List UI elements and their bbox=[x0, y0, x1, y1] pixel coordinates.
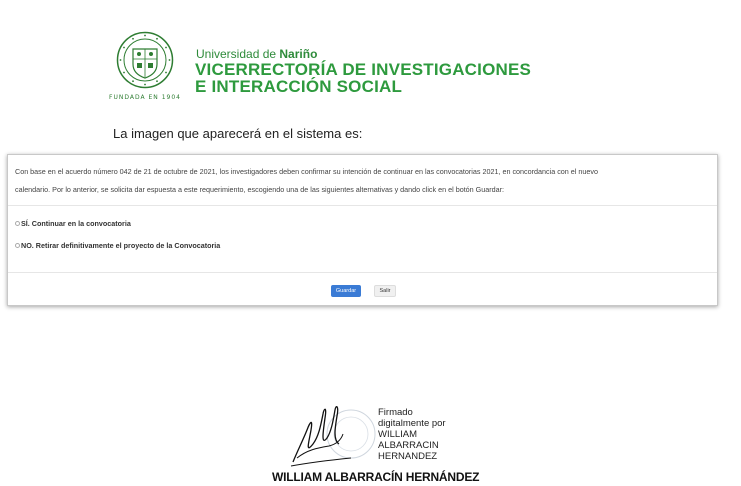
university-seal-icon bbox=[116, 31, 174, 89]
save-button[interactable]: Guardar bbox=[331, 285, 361, 297]
instructions-line2: calendario. Por lo anterior, se solicita dar espuesta a este requerimiento, escogiendo una de las siguientes alternativas y dando click en el botón Guardar: bbox=[15, 185, 505, 194]
handwritten-signature-icon bbox=[283, 400, 378, 478]
founded-text: FUNDADA EN 1904 bbox=[109, 94, 181, 101]
office-title bbox=[195, 61, 531, 95]
signature-line: ALBARRACIN bbox=[378, 440, 439, 451]
digital-signature-note bbox=[378, 407, 446, 462]
office-title-line1: VICERRECTORÍA DE INVESTIGACIONES bbox=[195, 60, 532, 79]
office-title-line2: E INTERACCIÓN SOCIAL bbox=[195, 77, 403, 96]
panel-instructions bbox=[15, 163, 705, 199]
radio-no[interactable] bbox=[15, 243, 20, 248]
option-yes-label: SÍ. Continuar en la convocatoria bbox=[21, 219, 131, 228]
university-name: Universidad de Nariño bbox=[196, 47, 318, 61]
divider bbox=[8, 272, 717, 273]
signature-line: WILLIAM bbox=[378, 429, 418, 440]
radio-yes[interactable] bbox=[15, 221, 20, 226]
signer-name: WILLIAM ALBARRACÍN HERNÁNDEZ bbox=[272, 470, 480, 484]
signature-line: digitalmente por bbox=[378, 418, 446, 429]
exit-button[interactable]: Salir bbox=[374, 285, 396, 297]
option-no-label: NO. Retirar definitivamente el proyecto de la Convocatoria bbox=[21, 241, 221, 250]
signature-line: HERNANDEZ bbox=[378, 451, 438, 462]
option-yes[interactable] bbox=[15, 219, 131, 228]
signature-line: Firmado bbox=[378, 407, 413, 418]
divider bbox=[8, 205, 717, 206]
instructions-line1: Con base en el acuerdo número 042 de 21 de octubre de 2021, los investigadores deben confirmar su intención de continuar en las convocatorias 2021, en concordancia con el nuevo bbox=[15, 167, 598, 176]
option-no[interactable] bbox=[15, 241, 220, 250]
system-screenshot-panel bbox=[7, 154, 718, 306]
intro-text: La imagen que aparecerá en el sistema es: bbox=[113, 126, 363, 141]
